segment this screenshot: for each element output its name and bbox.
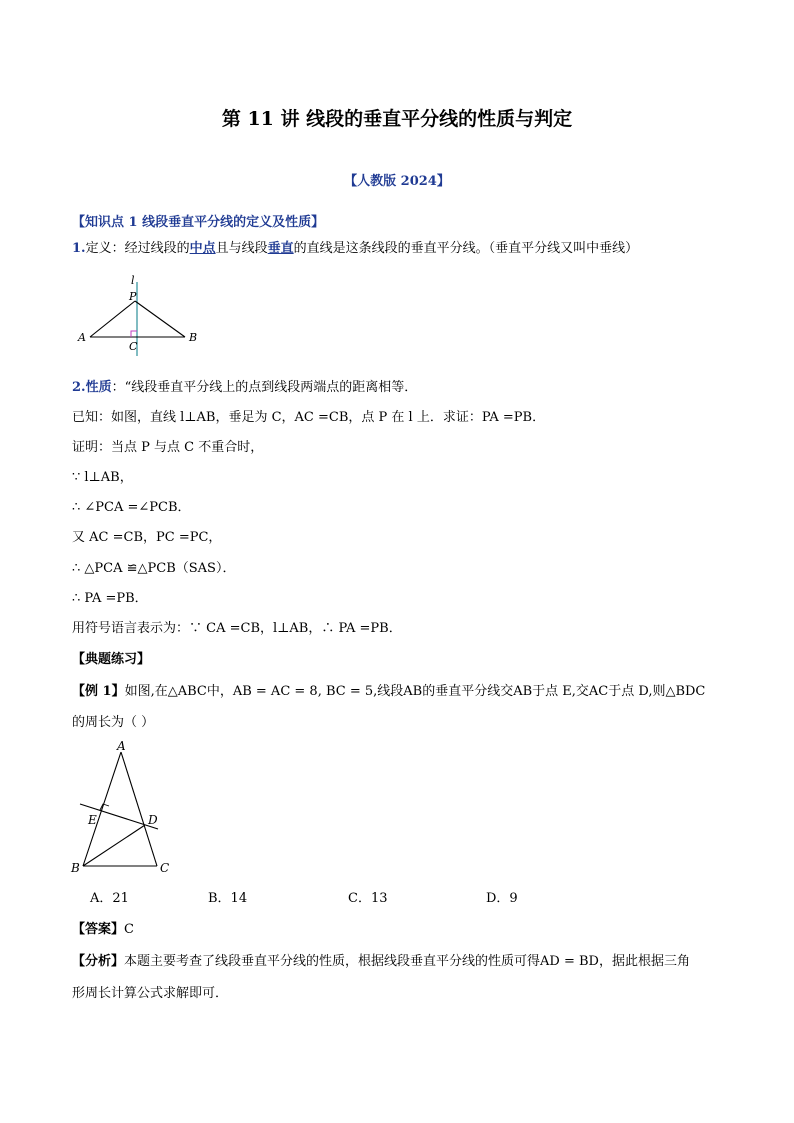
definition-text-3: 的直线是这条线段的垂直平分线。（垂直平分线又叫中垂线） (293, 241, 639, 256)
knowledge-point-heading: 【知识点 1 线段垂直平分线的定义及性质】 (72, 215, 325, 230)
option-a[interactable]: A．21 (90, 891, 129, 906)
label-a: A (78, 331, 86, 344)
example-text-1: 如图,在△ABC中，AB = AC = 8, BC = 5,线段AB的垂直平分线交AB于点 E,交AC于点 D,则△BDC (124, 684, 706, 699)
analysis-line-2: 形周长计算公式求解即可． (72, 986, 229, 1001)
right-angle-mark (100, 804, 109, 810)
label-c: C (129, 340, 138, 353)
property-line (72, 380, 417, 396)
label-c: C (160, 861, 170, 875)
definition-keyword-perpendicular: 垂直 (267, 241, 294, 256)
analysis-line-1 (72, 954, 690, 970)
definition-label: 定义 (85, 241, 112, 256)
proof-line: ∴ ∠PCA =∠PCB． (72, 500, 191, 515)
property-label: 性质 (85, 380, 112, 395)
segment-ap (90, 301, 135, 337)
option-d[interactable]: D．9 (486, 891, 518, 906)
label-p: P (129, 290, 137, 303)
property-num: 2. (72, 380, 86, 395)
definition-text-1: ：经过线段的 (111, 241, 190, 256)
label-e: E (88, 813, 97, 827)
label-b: B (189, 331, 198, 344)
proof-line: ∴ △PCA ≌△PCB（SAS）． (72, 561, 236, 576)
proof-line: 已知：如图，直线 l⊥AB，垂足为 C，AC =CB，点 P 在 l 上．求证：PA =PB． (72, 410, 546, 425)
proof-line: 又 AC =CB，PC =PC， (72, 530, 222, 545)
definition-num: 1. (72, 241, 86, 256)
option-b[interactable]: B．14 (208, 891, 248, 906)
edition-label: 【人教版 2024】 (344, 174, 450, 189)
label-a: A (117, 739, 126, 753)
definition-line (72, 241, 638, 257)
option-c[interactable]: C．13 (348, 891, 388, 906)
segment-ac (121, 752, 157, 866)
proof-line: ∴ PA =PB． (72, 591, 148, 606)
label-d: D (148, 813, 158, 827)
answer-line (72, 922, 134, 938)
figure-perpendicular-bisector (72, 270, 212, 362)
example-line-2: 的周长为（ ） (72, 715, 155, 730)
practice-heading: 【典题练习】 (72, 652, 151, 667)
proof-line: ∵ l⊥AB， (72, 470, 133, 485)
proof-line: 用符号语言表示为：∵ CA =CB，l⊥AB，∴ PA =PB． (72, 621, 402, 636)
analysis-label: 【分析】 (72, 954, 125, 969)
answer-value: C (124, 922, 134, 937)
figure-triangle-abc (68, 738, 188, 880)
proof-line: 证明：当点 P 与点 C 不重合时， (72, 440, 264, 455)
segment-ab (83, 752, 121, 866)
label-b: B (71, 861, 80, 875)
definition-text-2: 且与线段 (215, 241, 268, 256)
label-l: l (131, 274, 135, 287)
segment-pb (135, 301, 185, 337)
definition-keyword-midpoint: 中点 (189, 241, 216, 256)
property-text: ：“线段垂直平分线上的点到线段两端点的距离相等． (111, 380, 418, 395)
example-line-1 (72, 684, 705, 700)
segment-bd (83, 825, 145, 866)
right-angle-mark (131, 331, 137, 337)
page-title: 第 11 讲 线段的垂直平分线的性质与判定 (221, 108, 573, 130)
analysis-text-1: 本题主要考查了线段垂直平分线的性质，根据线段垂直平分线的性质可得AD = BD，据此根据三角 (124, 954, 690, 969)
example-label: 【例 1】 (72, 684, 125, 699)
answer-label: 【答案】 (72, 922, 125, 937)
